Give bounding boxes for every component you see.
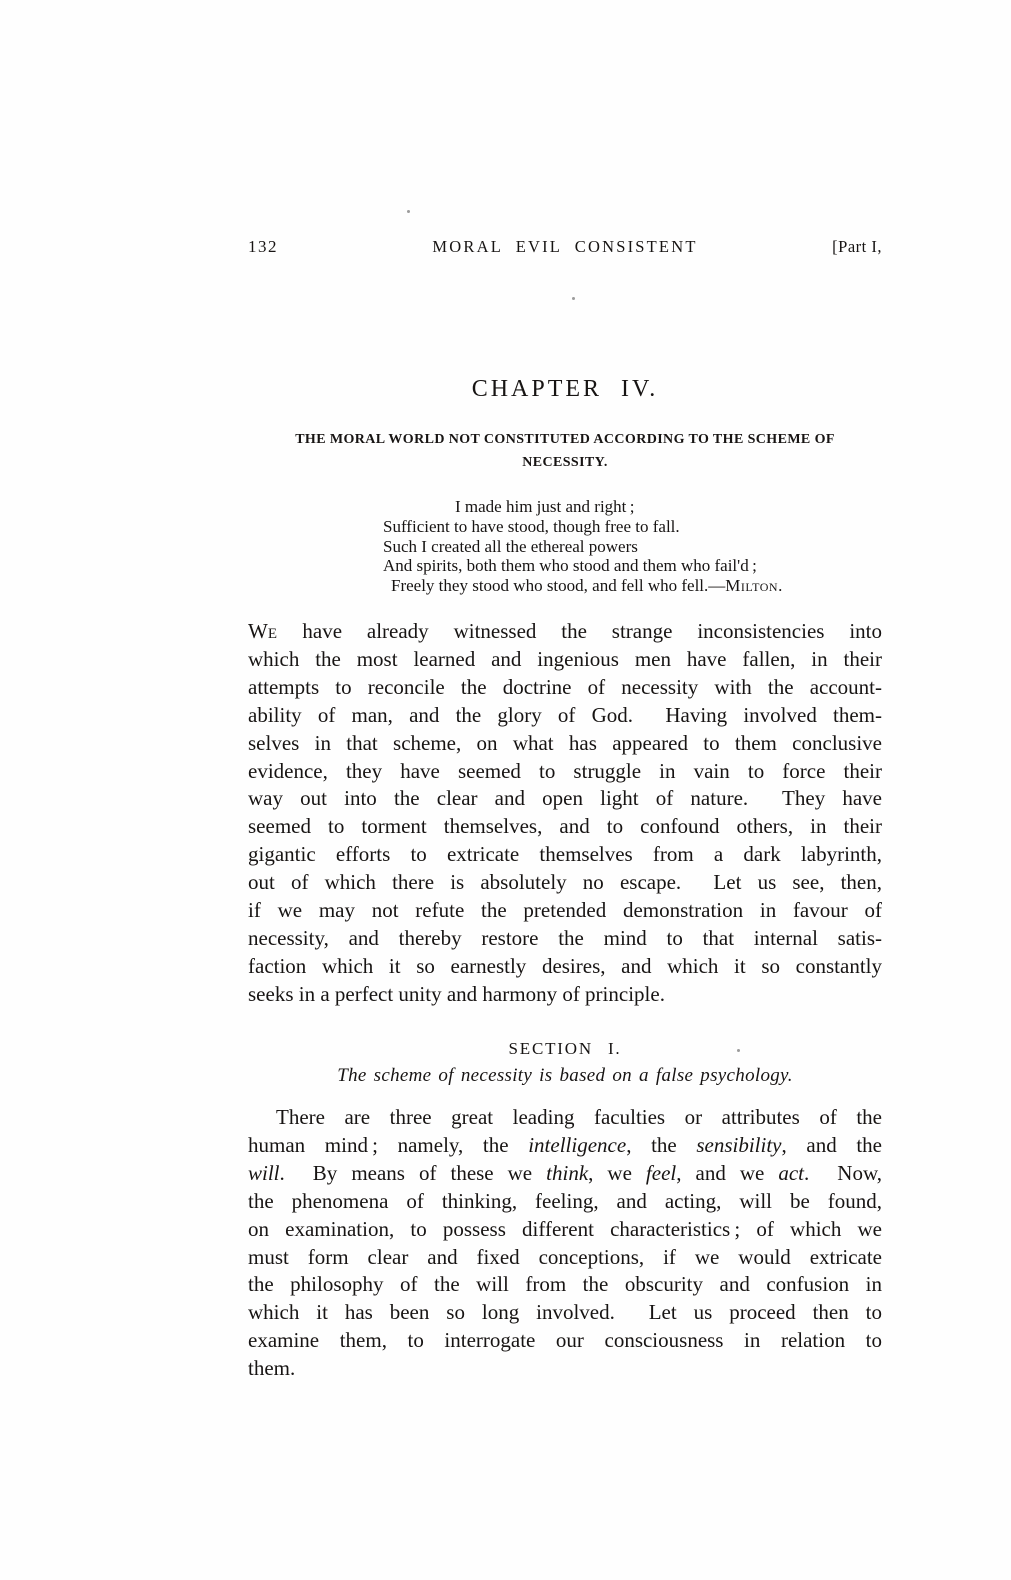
paragraph-2 (248, 1104, 882, 1383)
paragraph-1 (248, 618, 882, 1009)
text-line: the phenomena of thinking, feeling, and acting, will be found, (248, 1188, 882, 1213)
text-line: way out into the clear and open light of nature. They have (248, 786, 882, 811)
text-line: must form clear and fixed conceptions, if we would extricate (248, 1244, 882, 1269)
text-line: We have already witnessed the strange inconsistencies into (248, 619, 882, 643)
text-line: There are three great leading faculties or attributes of the (276, 1105, 882, 1129)
chapter-subtitle (218, 429, 912, 474)
text-line: which it has been so long involved. Let us proceed then to (248, 1300, 882, 1325)
text-line: will. By means of these we think, we feel, and we act. Now, (248, 1160, 882, 1185)
scan-speck (572, 297, 575, 300)
text-line: faction which it so earnestly desires, and which it so constantly (248, 953, 882, 978)
text-line: I made him just and right ; (455, 497, 635, 516)
text-line: them. (248, 1356, 296, 1381)
text-line: seeks in a perfect unity and harmony of principle. (248, 981, 665, 1006)
text-line: out of which there is absolutely no escape. Let us see, then, (248, 870, 882, 895)
text-line: seemed to torment themselves, and to confound others, in their (248, 814, 882, 839)
text-line: if we may not refute the pretended demonstration in favour of (248, 898, 882, 923)
text-line: examine them, to interrogate our consciousness in relation to (248, 1328, 882, 1353)
text-line: attempts to reconcile the doctrine of necessity with the account- (248, 674, 882, 699)
page-header (248, 237, 882, 257)
text-line: NECESSITY. (522, 454, 608, 470)
text-line: Freely they stood who stood, and fell who fell.—Milton. (391, 576, 783, 596)
text-line: evidence, they have seemed to struggle in vain to force their (248, 758, 882, 783)
text-line: ability of man, and the glory of God. Having involved them- (248, 702, 882, 727)
text-line: which the most learned and ingenious men have fallen, in their (248, 646, 882, 671)
scan-speck (737, 1049, 740, 1052)
text-line: Sufficient to have stood, though free to fall. (383, 516, 680, 536)
part-label: [Part I, (832, 237, 882, 256)
text-line: gigantic efforts to extricate themselves from a dark labyrinth, (248, 842, 882, 867)
text-line: necessity, and thereby restore the mind to that internal satis- (248, 925, 882, 950)
text-line: selves in that scheme, on what has appeared to them conclusive (248, 730, 882, 755)
text-line: the philosophy of the will from the obscurity and confusion in (248, 1272, 882, 1297)
epigraph-quote (383, 497, 782, 596)
chapter-title: CHAPTER IV. (471, 376, 659, 402)
text-line: human mind ; namely, the intelligence, the sensibility, and the (248, 1132, 882, 1157)
scan-speck (407, 210, 410, 213)
section-subtitle: The scheme of necessity is based on a false psychology. (337, 1065, 793, 1086)
text-line: on examination, to possess different characteristics ; of which we (248, 1216, 882, 1241)
section-heading: SECTION I. (508, 1039, 622, 1058)
page-number: 132 (248, 237, 278, 256)
text-line: Such I created all the ethereal powers (383, 536, 638, 556)
text-line: THE MORAL WORLD NOT CONSTITUTED ACCORDING TO THE SCHEME OF (295, 432, 835, 447)
text-line: And spirits, both them who stood and them who fail'd ; (383, 556, 757, 576)
running-title: MORAL EVIL CONSISTENT (432, 237, 698, 256)
